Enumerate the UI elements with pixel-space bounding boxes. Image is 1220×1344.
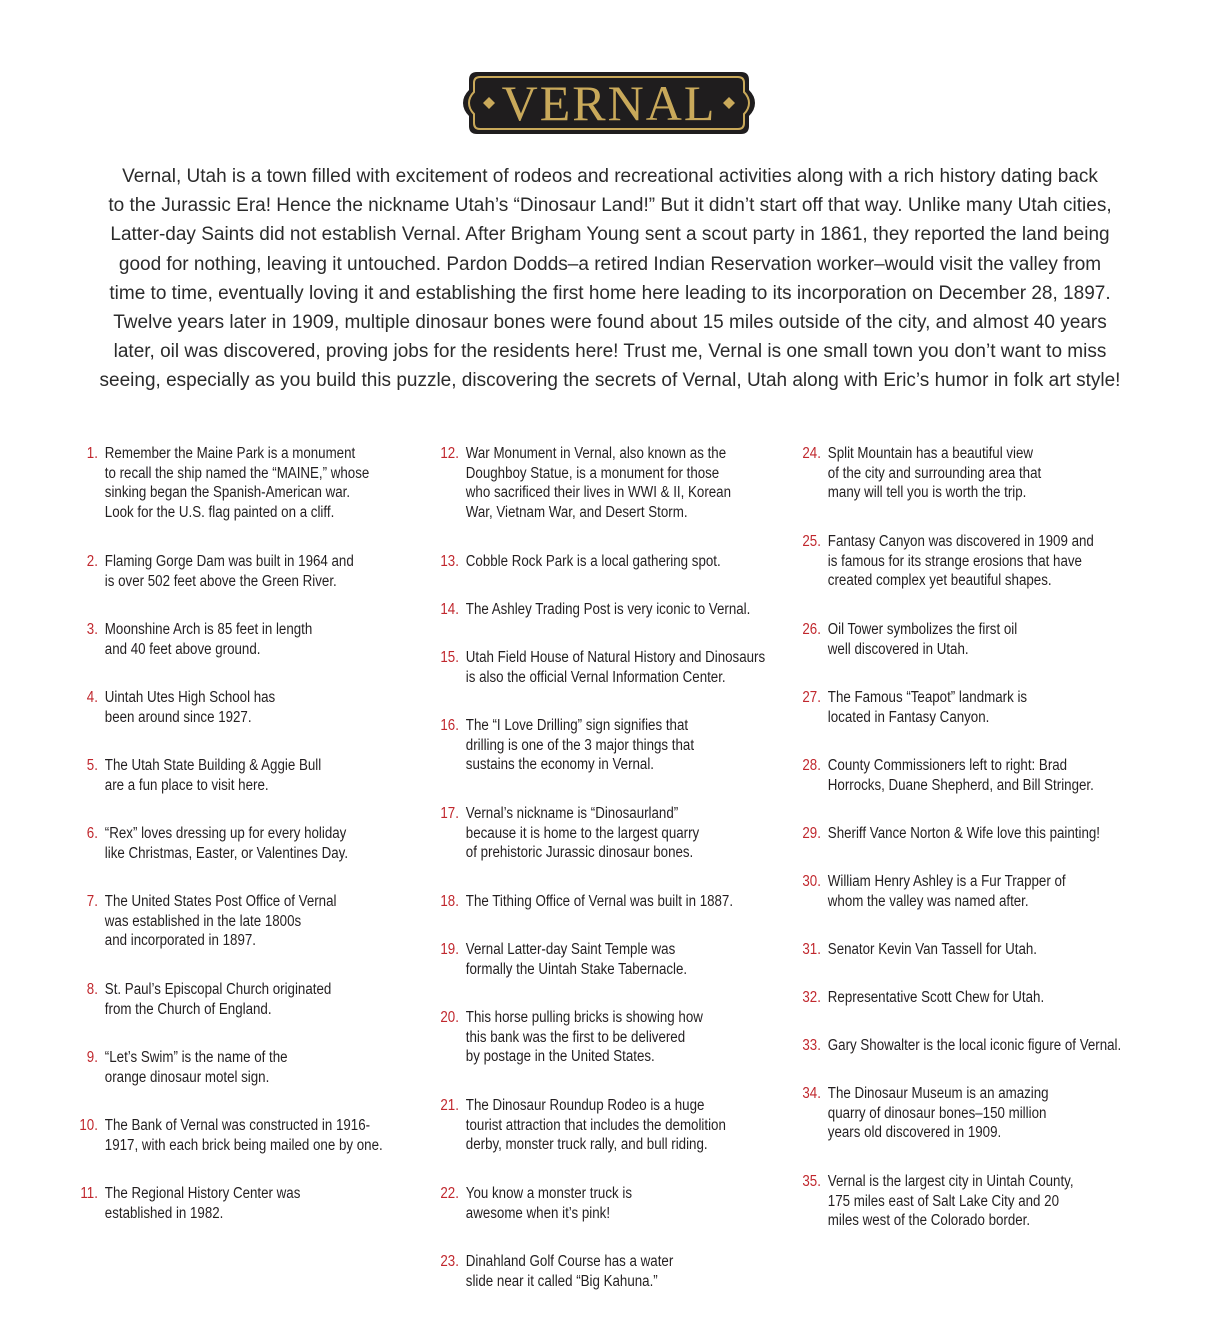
fact-line: derby, monster truck rally, and bull riding. <box>465 1136 708 1154</box>
fact-text <box>105 756 432 795</box>
fact-text <box>105 620 432 659</box>
fact-text <box>828 756 1155 795</box>
fact-line: Uintah Utes High School has <box>104 689 276 706</box>
fact-number: 13. <box>440 553 459 570</box>
fact-line: Split Mountain has a beautiful view <box>827 445 1034 462</box>
fact-text <box>466 648 793 687</box>
fact-text <box>105 688 432 727</box>
fact-number: 34. <box>802 1085 821 1102</box>
fact-line: 1917, with each brick being mailed one by one. <box>104 1136 383 1154</box>
fact-line: War, Vietnam War, and Desert Storm. <box>465 503 688 521</box>
fact-line: Horrocks, Duane Shepherd, and Bill Stringer. <box>827 776 1094 794</box>
fact-line: well discovered in Utah. <box>827 640 969 658</box>
fact-number: 3. <box>86 621 98 638</box>
intro-line: Vernal, Utah is a town filled with excitement of rodeos and recreational activities along with a rich history dating back <box>122 166 1098 187</box>
fact-line: who sacrificed their lives in WWI & II, Korean <box>465 484 732 502</box>
fact-number: 33. <box>802 1037 821 1054</box>
fact-number: 10. <box>79 1117 98 1134</box>
fact-line: Vernal’s nickname is “Dinosaurland” <box>465 805 679 822</box>
fact-number: 28. <box>802 757 821 774</box>
fact-line: awesome when it’s pink! <box>465 1204 611 1222</box>
fact-text <box>466 600 793 620</box>
fact-number: 7. <box>86 893 98 910</box>
fact-line: miles west of the Colorado border. <box>827 1212 1031 1230</box>
fact-number: 16. <box>440 717 459 734</box>
fact-line: Utah Field House of Natural History and Dinosaurs <box>465 649 766 666</box>
fact-number: 23. <box>440 1253 459 1270</box>
fact-line: Look for the U.S. flag painted on a cliff. <box>104 503 335 521</box>
fact-line: Doughboy Statue, is a monument for those <box>465 464 720 482</box>
fact-line: Remember the Maine Park is a monument <box>104 445 356 462</box>
fact-line: created complex yet beautiful shapes. <box>827 572 1052 590</box>
fact-line: The Famous “Teapot” landmark is <box>827 689 1028 706</box>
fact-line: is over 502 feet above the Green River. <box>104 572 337 590</box>
intro-line: Twelve years later in 1909, multiple dinosaur bones were found about 15 miles outside of the city, and almost 40 years <box>113 312 1107 334</box>
fact-line: Moonshine Arch is 85 feet in length <box>104 621 313 638</box>
fact-line: to recall the ship named the “MAINE,” whose <box>104 464 370 482</box>
fact-number: 1. <box>86 445 98 462</box>
intro-line: later, oil was discovered, proving jobs for the residents here! Trust me, Vernal is one small town you don’t want to miss <box>113 341 1107 363</box>
fact-line: 175 miles east of Salt Lake City and 20 <box>827 1192 1059 1210</box>
fact-line: many will tell you is worth the trip. <box>827 484 1027 502</box>
fact-line: The Bank of Vernal was constructed in 1916- <box>104 1117 371 1134</box>
fact-text <box>828 1084 1155 1143</box>
fact-line: quarry of dinosaur bones–150 million <box>827 1104 1047 1122</box>
title-banner <box>463 66 755 140</box>
fact-number: 18. <box>440 893 459 910</box>
fact-text <box>828 688 1155 727</box>
fact-text <box>466 1184 793 1223</box>
fact-number: 31. <box>802 941 821 958</box>
fact-text <box>828 872 1155 911</box>
fact-line: of prehistoric Jurassic dinosaur bones. <box>465 844 694 862</box>
fact-text <box>466 1252 793 1291</box>
fact-number: 11. <box>80 1185 98 1202</box>
fact-text <box>828 532 1155 591</box>
fact-text <box>105 1184 432 1223</box>
fact-text <box>466 804 793 863</box>
fact-line: Vernal Latter-day Saint Temple was <box>465 941 676 958</box>
fact-text <box>828 988 1155 1008</box>
fact-number: 6. <box>86 825 98 842</box>
fact-text <box>466 1008 793 1067</box>
fact-line: St. Paul’s Episcopal Church originated <box>104 981 332 998</box>
fact-line: tourist attraction that includes the demolition <box>465 1116 726 1134</box>
fact-line: “Let’s Swim” is the name of the <box>104 1049 288 1066</box>
fact-line: this bank was the first to be delivered <box>465 1028 686 1046</box>
fact-number: 14. <box>440 601 459 618</box>
fact-line: The “I Love Drilling” sign signifies that <box>465 717 689 734</box>
fact-text <box>105 1048 432 1087</box>
fact-number: 19. <box>440 941 459 958</box>
fact-number: 24. <box>802 445 821 462</box>
page-title: VERNAL <box>501 75 717 131</box>
fact-text <box>828 444 1155 503</box>
intro-line: seeing, especially as you build this puzzle, discovering the secrets of Vernal, Utah along with Eric’s humor in folk art style! <box>99 370 1121 392</box>
intro-line: to the Jurassic Era! Hence the nickname Utah’s “Dinosaur Land!” But it didn’t start off that way. Unlike many Utah cities, <box>108 195 1112 217</box>
fact-line: Sheriff Vance Norton & Wife love this painting! <box>827 825 1100 842</box>
fact-number: 20. <box>440 1009 459 1026</box>
fact-line: and incorporated in 1897. <box>104 932 256 950</box>
fact-line: because it is home to the largest quarry <box>465 824 700 842</box>
fact-line: are a fun place to visit here. <box>104 776 269 794</box>
fact-line: from the Church of England. <box>104 1000 272 1018</box>
fact-line: William Henry Ashley is a Fur Trapper of <box>827 873 1066 890</box>
fact-line: slide near it called “Big Kahuna.” <box>465 1272 658 1290</box>
fact-line: War Monument in Vernal, also known as the <box>465 445 727 462</box>
fact-number: 32. <box>802 989 821 1006</box>
fact-text <box>105 444 432 522</box>
fact-number: 9. <box>86 1049 98 1066</box>
fact-line: The Regional History Center was <box>104 1185 301 1202</box>
fact-line: drilling is one of the 3 major things that <box>465 736 695 754</box>
fact-line: formally the Uintah Stake Tabernacle. <box>465 960 688 978</box>
fact-line: sinking began the Spanish-American war. <box>104 484 351 502</box>
fact-number: 21. <box>440 1097 459 1114</box>
fact-line: by postage in the United States. <box>465 1048 655 1066</box>
fact-text <box>466 1096 793 1155</box>
fact-line: whom the valley was named after. <box>827 892 1029 910</box>
intro-line: good for nothing, leaving it untouched. Pardon Dodds–a retired Indian Reservation worker–would visit the valley from <box>118 253 1102 275</box>
fact-line: Flaming Gorge Dam was built in 1964 and <box>104 553 354 570</box>
intro-paragraph <box>70 162 1150 396</box>
fact-line: The Dinosaur Museum is an amazing <box>827 1085 1049 1102</box>
fact-line: You know a monster truck is <box>465 1185 633 1202</box>
fact-line: Gary Showalter is the local iconic figure of Vernal. <box>827 1037 1122 1054</box>
fact-line: This horse pulling bricks is showing how <box>465 1009 703 1026</box>
fact-line: years old discovered in 1909. <box>827 1124 1002 1142</box>
fact-line: is famous for its strange erosions that have <box>827 552 1082 570</box>
fact-line: Cobble Rock Park is a local gathering spot. <box>465 553 721 570</box>
fact-number: 35. <box>802 1173 821 1190</box>
fact-line: Representative Scott Chew for Utah. <box>827 989 1045 1006</box>
fact-text <box>828 824 1155 844</box>
fact-text <box>466 940 793 979</box>
fact-number: 22. <box>440 1185 459 1202</box>
fact-line: of the city and surrounding area that <box>827 464 1042 482</box>
fact-line: The Dinosaur Roundup Rodeo is a huge <box>465 1097 705 1114</box>
fact-line: County Commissioners left to right: Brad <box>827 757 1068 774</box>
fact-line: Senator Kevin Van Tassell for Utah. <box>827 941 1038 958</box>
fact-text <box>105 824 432 863</box>
fact-number: 26. <box>802 621 821 638</box>
fact-line: “Rex” loves dressing up for every holiday <box>104 825 347 842</box>
fact-line: is also the official Vernal Information Center. <box>465 668 726 686</box>
fact-line: orange dinosaur motel sign. <box>104 1068 270 1086</box>
fact-number: 29. <box>802 825 821 842</box>
fact-number: 27. <box>802 689 821 706</box>
fact-line: established in 1982. <box>104 1204 224 1222</box>
fact-number: 25. <box>802 533 821 550</box>
fact-line: Oil Tower symbolizes the first oil <box>827 621 1018 638</box>
fact-line: located in Fantasy Canyon. <box>827 708 990 726</box>
fact-line: been around since 1927. <box>104 708 252 726</box>
intro-line: time to time, eventually loving it and establishing the first home here leading to its incorporation on December 28, 1897. <box>109 282 1111 304</box>
fact-number: 8. <box>86 981 98 998</box>
fact-text <box>466 552 793 572</box>
fact-number: 5. <box>86 757 98 774</box>
fact-text <box>466 444 793 522</box>
fact-line: Dinahland Golf Course has a water <box>465 1253 674 1270</box>
fact-text <box>828 940 1155 960</box>
fact-number: 30. <box>802 873 821 890</box>
fact-text <box>466 892 793 912</box>
fact-line: and 40 feet above ground. <box>104 640 261 658</box>
fact-number: 2. <box>86 553 98 570</box>
fact-line: The Ashley Trading Post is very iconic to Vernal. <box>465 601 751 618</box>
fact-number: 12. <box>440 445 459 462</box>
fact-line: Vernal is the largest city in Uintah County, <box>827 1173 1074 1190</box>
fact-text <box>105 552 432 591</box>
fact-text <box>105 980 432 1019</box>
fact-line: The United States Post Office of Vernal <box>104 893 337 910</box>
fact-text <box>466 716 793 775</box>
fact-line: Fantasy Canyon was discovered in 1909 and <box>827 533 1094 550</box>
fact-text <box>828 1172 1155 1231</box>
fact-number: 15. <box>440 649 459 666</box>
fact-line: sustains the economy in Vernal. <box>465 756 655 774</box>
fact-line: like Christmas, Easter, or Valentines Day. <box>104 844 349 862</box>
fact-text <box>105 892 432 951</box>
fact-number: 17. <box>440 805 459 822</box>
fact-text <box>105 1116 432 1155</box>
header <box>0 66 1220 142</box>
fact-number: 4. <box>86 689 98 706</box>
fact-line: was established in the late 1800s <box>104 912 302 930</box>
fact-line: The Tithing Office of Vernal was built in 1887. <box>465 893 734 910</box>
fact-text <box>828 620 1155 659</box>
fact-text <box>828 1036 1155 1056</box>
intro-line: Latter-day Saints did not establish Vernal. After Brigham Young sent a scout party in 1861, they reported the land being <box>110 224 1110 246</box>
fact-line: The Utah State Building & Aggie Bull <box>104 757 322 774</box>
